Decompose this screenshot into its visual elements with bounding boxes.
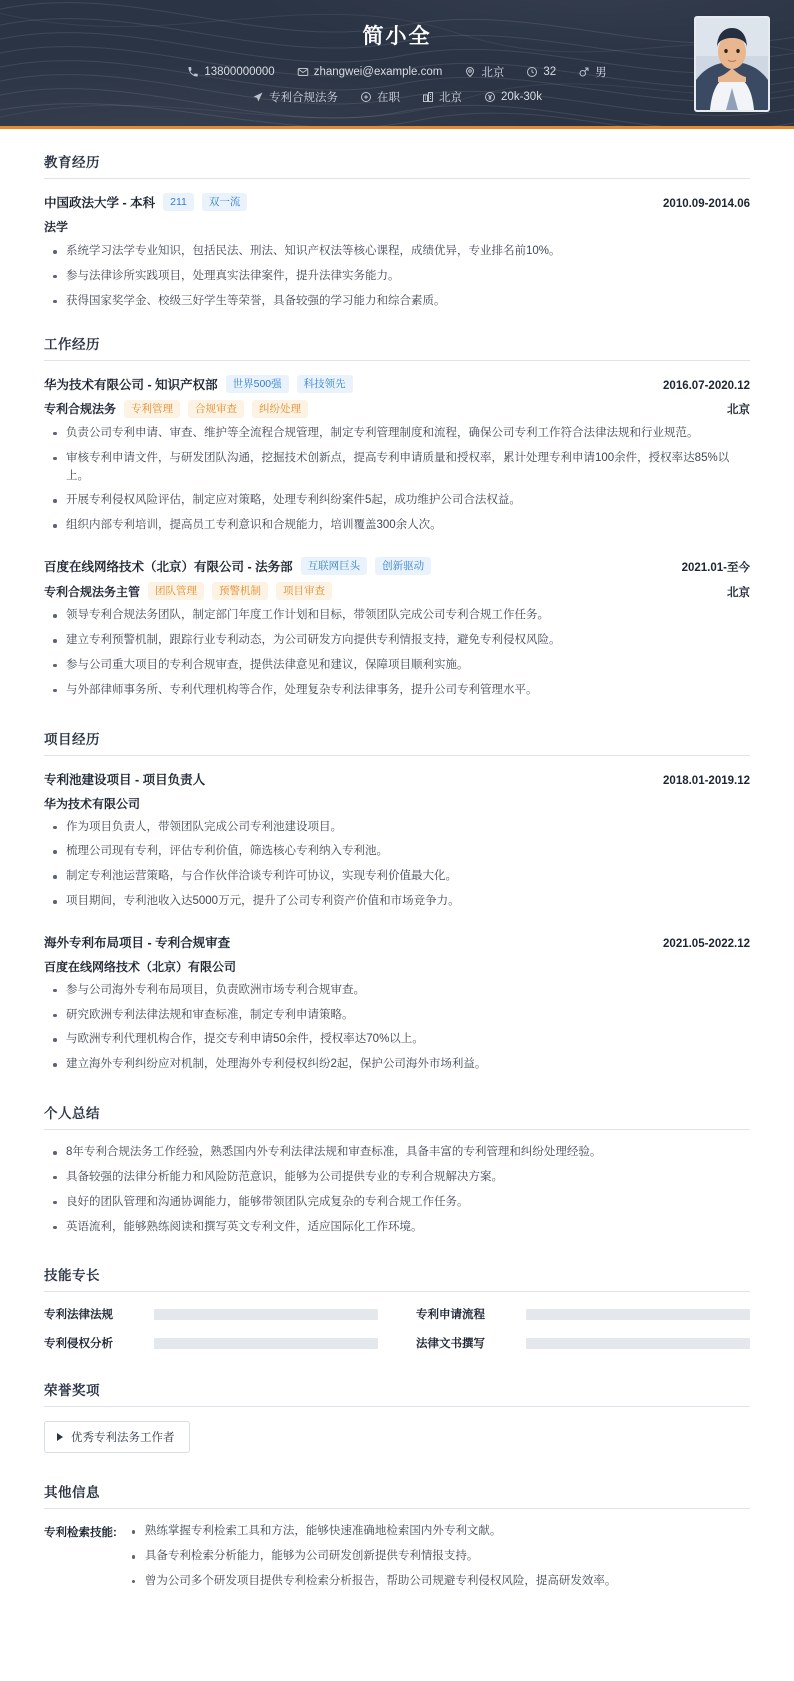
meta-city-text: 北京 [439, 92, 463, 104]
section-title-skills: 技能专长 [44, 1264, 750, 1292]
phone-icon [187, 66, 199, 78]
skill-label: 专利申请流程 [416, 1309, 485, 1322]
skill-item [416, 1306, 750, 1322]
section-skills [44, 1264, 750, 1351]
work-date: 2016.07-2020.12 [663, 379, 750, 392]
mail-icon [297, 66, 309, 78]
list-item: 参与法律诊所实践项目，处理真实法律案件，提升法律实务能力。 [46, 268, 750, 286]
list-item: 具备较强的法律分析能力和风险防范意识，能够为公司提供专业的专利合规解决方案。 [46, 1169, 750, 1187]
list-item: 负责公司专利申请、审查、维护等全流程合规管理，制定专利管理制度和流程，确保公司专利工作符合法律法规和行业规范。 [46, 425, 750, 443]
work-position-tag: 合规审查 [188, 400, 244, 418]
meta-phone [176, 66, 285, 78]
work-entry [44, 557, 750, 700]
meta-phone-text: 13800000000 [204, 66, 275, 78]
education-entry [44, 193, 750, 311]
skill-progress-bar [526, 1338, 750, 1349]
education-school: 中国政法大学 - 本科 [44, 196, 156, 211]
resume-body [0, 151, 794, 1621]
project-company: 华为技术有限公司 [44, 796, 141, 811]
work-entry [44, 375, 750, 535]
meta-email-text: zhangwei@example.com [313, 66, 443, 78]
work-location: 北京 [727, 586, 750, 599]
section-title-work: 工作经历 [44, 333, 750, 361]
project-entry [44, 770, 750, 911]
skills-grid [44, 1306, 750, 1351]
meta-email [286, 66, 454, 78]
list-item: 参与公司重大项目的专利合规审查，提供法律意见和建议，保障项目顺利实施。 [46, 657, 750, 675]
list-item: 项目期间，专利池收入达5000万元，提升了公司专利资产价值和市场竞争力。 [46, 893, 750, 911]
meta-position [241, 89, 349, 105]
list-item: 开展专利侵权风险评估，制定应对策略，处理专利纠纷案件5起，成功维护公司合法权益。 [46, 492, 750, 510]
section-title-summary: 个人总结 [44, 1102, 750, 1130]
other-info-row [44, 1523, 750, 1590]
other-info-label: 专利检索技能: [44, 1527, 117, 1540]
list-item: 熟练掌握专利检索工具和方法，能够快速准确地检索国内外专利文献。 [125, 1523, 750, 1541]
work-company: 百度在线网络技术（北京）有限公司 - 法务部 [44, 560, 293, 575]
section-education [44, 151, 750, 311]
meta-salary-text: 20k-30k [501, 91, 542, 103]
work-tag: 互联网巨头 [301, 557, 368, 575]
section-title-awards: 荣誉奖项 [44, 1379, 750, 1407]
meta-location-text: 北京 [481, 67, 505, 79]
work-tag: 世界500强 [226, 375, 289, 393]
contact-meta-row-2 [24, 89, 770, 105]
skill-progress-bar [526, 1309, 750, 1320]
award-chip [44, 1421, 190, 1453]
work-company: 华为技术有限公司 - 知识产权部 [44, 377, 218, 392]
list-item: 梳理公司现有专利，评估专利价值，筛选核心专利纳入专利池。 [46, 843, 750, 861]
skill-item [44, 1306, 378, 1322]
work-bullets [44, 607, 750, 699]
gender-icon [578, 66, 590, 78]
project-name: 海外专利布局项目 - 专利合规审查 [44, 935, 231, 950]
list-item: 曾为公司多个研发项目提供专利检索分析报告，帮助公司规避专利侵权风险，提高研发效率。 [125, 1573, 750, 1591]
list-item: 良好的团队管理和沟通协调能力，能够带领团队完成复杂的专利合规工作任务。 [46, 1194, 750, 1212]
list-item: 与外部律师事务所、专利代理机构等合作，处理复杂专利法律事务，提升公司专利管理水平。 [46, 682, 750, 700]
meta-position-text: 专利合规法务 [269, 92, 339, 104]
list-item: 研究欧洲专利法律法规和审查标准，制定专利申请策略。 [46, 1007, 750, 1025]
work-tag: 创新驱动 [375, 557, 431, 575]
section-title-other: 其他信息 [44, 1481, 750, 1509]
section-title-education: 教育经历 [44, 151, 750, 179]
send-icon [252, 91, 264, 103]
project-bullets [44, 982, 750, 1074]
project-date: 2021.05-2022.12 [663, 937, 750, 950]
other-bullets [123, 1523, 750, 1590]
education-date: 2010.09-2014.06 [663, 198, 750, 211]
list-item: 系统学习法学专业知识，包括民法、刑法、知识产权法等核心课程，成绩优异，专业排名前10%。 [46, 243, 750, 261]
work-position: 专利合规法务主管 [44, 584, 141, 599]
list-item: 8年专利合规法务工作经验，熟悉国内外专利法律法规和审查标准，具备丰富的专利管理和纠纷处理经验。 [46, 1144, 750, 1162]
project-entry [44, 933, 750, 1074]
work-position: 专利合规法务 [44, 402, 117, 417]
education-major: 法学 [44, 220, 69, 235]
work-date: 2021.01-至今 [681, 562, 750, 575]
play-triangle-icon [57, 1433, 63, 1441]
page-title: 简小全 [362, 25, 432, 48]
work-position-tag: 团队管理 [148, 582, 204, 600]
list-item: 审核专利申请文件，与研发团队沟通，挖掘技术创新点，提高专利申请质量和授权率，累计处理专利申请100余件，授权率达85%以上。 [46, 450, 750, 486]
work-bullets [44, 425, 750, 535]
meta-gender [567, 64, 618, 80]
list-item: 获得国家奖学金、校级三好学生等荣誉，具备较强的学习能力和综合素质。 [46, 293, 750, 311]
skill-progress-bar [154, 1338, 378, 1349]
section-other [44, 1481, 750, 1590]
location-icon [464, 66, 476, 78]
list-item: 作为项目负责人，带领团队完成公司专利池建设项目。 [46, 819, 750, 837]
project-bullets [44, 819, 750, 911]
meta-status [349, 89, 411, 105]
meta-salary [473, 91, 553, 103]
list-item: 组织内部专利培训，提高员工专利意识和合规能力，培训覆盖300余人次。 [46, 517, 750, 535]
meta-age [515, 66, 567, 78]
list-item: 领导专利合规法务团队，制定部门年度工作计划和目标，带领团队完成公司专利合规工作任务。 [46, 607, 750, 625]
list-item: 建立海外专利纠纷应对机制，处理海外专利侵权纠纷2起，保护公司海外市场利益。 [46, 1056, 750, 1074]
project-name: 专利池建设项目 - 项目负责人 [44, 772, 206, 787]
summary-bullets [44, 1144, 750, 1236]
project-date: 2018.01-2019.12 [663, 774, 750, 787]
salary-icon [484, 91, 496, 103]
skill-item [44, 1335, 378, 1351]
work-position-tag: 纠纷处理 [252, 400, 308, 418]
meta-location [453, 64, 515, 80]
meta-age-text: 32 [543, 66, 557, 78]
contact-meta-row-1 [24, 64, 770, 80]
work-position-tag: 预警机制 [212, 582, 268, 600]
list-item: 与欧洲专利代理机构合作，提交专利申请50余件，授权率达70%以上。 [46, 1031, 750, 1049]
section-work [44, 333, 750, 700]
list-item: 英语流利，能够熟练阅读和撰写英文专利文件，适应国际化工作环境。 [46, 1219, 750, 1237]
education-bullets [44, 243, 750, 310]
resume-header [0, 0, 794, 129]
section-awards [44, 1379, 750, 1453]
status-icon [360, 91, 372, 103]
meta-city [411, 89, 473, 105]
skill-label: 专利法律法规 [44, 1309, 113, 1322]
education-tag: 211 [163, 193, 194, 211]
age-icon [526, 66, 538, 78]
section-summary [44, 1102, 750, 1236]
list-item: 参与公司海外专利布局项目，负责欧洲市场专利合规审查。 [46, 982, 750, 1000]
meta-gender-text: 男 [595, 67, 607, 79]
meta-status-text: 在职 [377, 92, 401, 104]
section-title-projects: 项目经历 [44, 728, 750, 756]
skill-progress-bar [154, 1309, 378, 1320]
avatar [694, 16, 770, 112]
award-label: 优秀专利法务工作者 [71, 1432, 175, 1445]
work-position-tag: 项目审查 [276, 582, 332, 600]
skill-label: 专利侵权分析 [44, 1338, 113, 1351]
list-item: 制定专利池运营策略，与合作伙伴洽谈专利许可协议，实现专利价值最大化。 [46, 868, 750, 886]
project-company: 百度在线网络技术（北京）有限公司 [44, 959, 237, 974]
work-location: 北京 [727, 404, 750, 417]
list-item: 具备专利检索分析能力，能够为公司研发创新提供专利情报支持。 [125, 1548, 750, 1566]
section-projects [44, 728, 750, 1075]
list-item: 建立专利预警机制，跟踪行业专利动态，为公司研发方向提供专利情报支持，避免专利侵权风险。 [46, 632, 750, 650]
awards-list [44, 1421, 750, 1453]
skill-label: 法律文书撰写 [416, 1338, 485, 1351]
city-icon [422, 91, 434, 103]
work-position-tag: 专利管理 [124, 400, 180, 418]
skill-item [416, 1335, 750, 1351]
education-tag: 双一流 [202, 193, 248, 211]
work-tag: 科技领先 [297, 375, 353, 393]
